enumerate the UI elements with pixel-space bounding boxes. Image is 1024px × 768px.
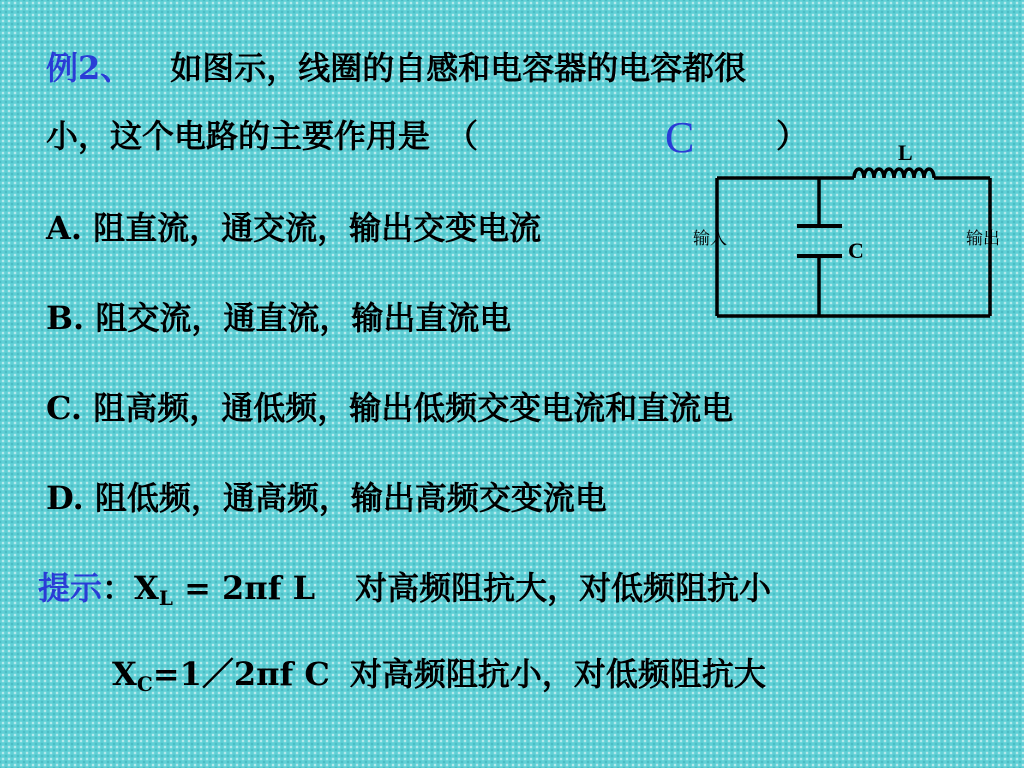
- question-text-1: 如图示，线圈的自感和电容器的电容都很: [170, 49, 747, 87]
- inductor-coil: [854, 169, 934, 178]
- output-label: 输出: [966, 229, 1000, 249]
- xc-formula: =1／2πf C: [152, 655, 330, 693]
- hint-line-2: [112, 654, 766, 704]
- hint-label: 提示: [38, 569, 103, 607]
- option-b-letter: B.: [46, 299, 85, 337]
- xc-desc: 对高频阻抗小，对低频阻抗大: [349, 655, 766, 693]
- capacitor-label: C: [848, 238, 864, 263]
- option-c-letter: C.: [46, 389, 83, 427]
- answer-letter: C: [665, 113, 695, 162]
- xl-desc: 对高频阻抗大，对低频阻抗小: [355, 569, 772, 607]
- question-text-2: 小，这个电路的主要作用是 （: [46, 117, 479, 155]
- xc-var: X: [112, 655, 137, 693]
- question-line-1: [46, 48, 746, 88]
- question-line-2: [46, 116, 478, 156]
- hint-colon: ：: [102, 569, 135, 607]
- option-a: [46, 208, 541, 248]
- option-c: [46, 388, 733, 428]
- option-d-letter: D.: [46, 479, 84, 517]
- option-d: [46, 478, 607, 518]
- inductor-label: L: [898, 140, 913, 165]
- option-d-text: 阻低频，通高频，输出高频交变流电: [83, 479, 607, 517]
- option-a-letter: A.: [46, 209, 82, 247]
- xl-formula: = 2πf L: [172, 569, 316, 607]
- option-a-text: 阻直流，通交流，输出交变电流: [81, 209, 542, 247]
- question-label: 例2、: [46, 49, 133, 87]
- hint-line-1: [38, 568, 771, 618]
- circuit-diagram: [690, 138, 1020, 323]
- xl-sub: L: [158, 586, 173, 610]
- xc-sub: C: [136, 672, 153, 696]
- input-label: 输入: [693, 229, 727, 249]
- option-b-text: 阻交流，通直流，输出直流电: [84, 299, 512, 337]
- option-c-text: 阻高频，通低频，输出低频交变电流和直流电: [82, 389, 734, 427]
- xl-var: X: [134, 569, 159, 607]
- close-paren: ）: [776, 117, 809, 155]
- option-b: [46, 298, 511, 338]
